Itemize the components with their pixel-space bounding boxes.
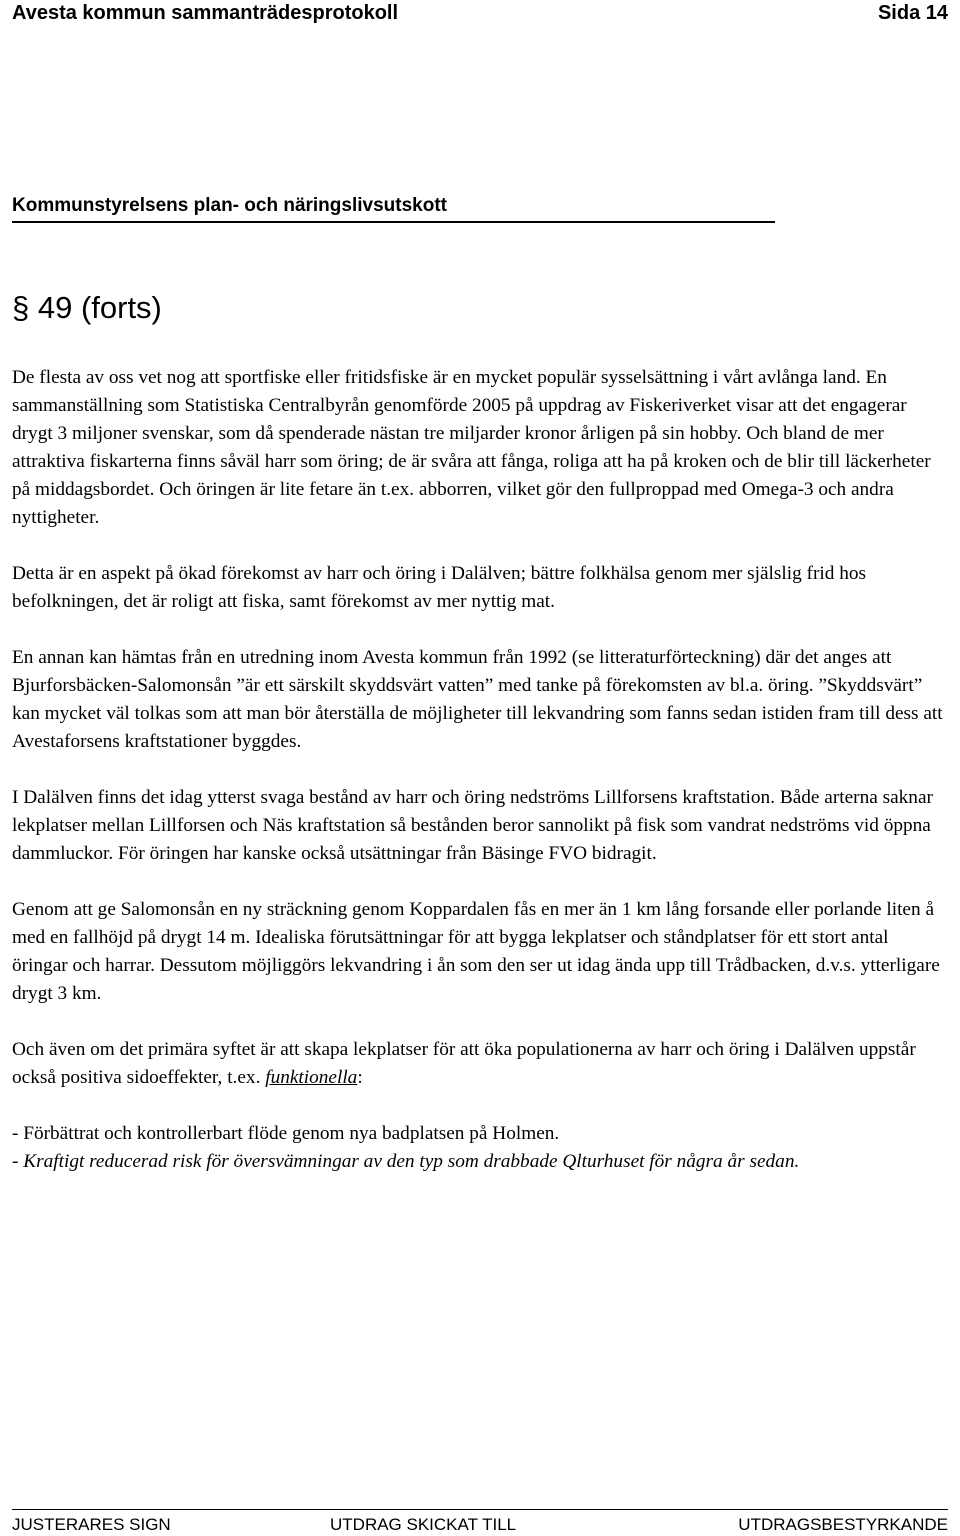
footer-rule	[12, 1509, 948, 1510]
paragraph-4: I Dalälven finns det idag ytterst svaga bestånd av harr och öring nedströms Lillforsens kraftstation. Både arterna saknar lekplatser mellan Lillforsen och Näs kraftstation så bestånden beror sannolikt på fisk som vandrat nedströms vid öppna dammluckor. För öringen har kanske också utsättningar från Bäsinge FVO bidragit.	[12, 787, 933, 864]
paragraph-6-italic: funktionella	[265, 1067, 358, 1088]
paragraph-6	[12, 1036, 948, 1092]
paragraph-2: Detta är en aspekt på ökad förekomst av harr och öring i Dalälven; bättre folkhälsa genom mer själslig frid hos befolkningen, det är roligt att fiska, samt förekomst av mer nyttig mat.	[12, 563, 866, 612]
paragraph-6-text: Och även om det primära syftet är att skapa lekplatser för att öka populationerna av harr och öring i Dalälven uppstår också positiva sidoeffekter, t.ex.	[12, 1039, 916, 1088]
paragraph-1: De flesta av oss vet nog att sportfiske eller fritidsfiske är en mycket populär sysselsättning i vårt avlånga land. En sammanställning som Statistiska Centralbyrån genomförde 2005 på uppdrag av Fiskeriverket visar att det engagerar drygt 3 miljoner svenskar, som då spenderade nästan tre miljarder kronor årligen på sin hobby. Och bland de mer attraktiva fiskarterna finns såväl harr som öring; de är svåra att fånga, roliga att ha på kroken och de blir till läckerheter på middagsbordet. Och öringen är lite fetare än t.ex. abborren, vilket gör den fullproppad med Omega-3 och andra nyttigheter.	[12, 367, 931, 528]
section-heading: § 49 (forts)	[12, 290, 162, 325]
committee-underline	[12, 221, 775, 223]
list-item-2-dash: -	[12, 1151, 24, 1172]
committee-name: Kommunstyrelsens plan- och näringslivsutskott	[12, 195, 447, 216]
footer-justerares-sign: JUSTERARES SIGN	[12, 1515, 171, 1534]
list-item-2	[12, 1148, 948, 1176]
paragraph-5: Genom att ge Salomonsån en ny sträckning genom Koppardalen fås en mer än 1 km lång forsande eller porlande liten å med en fallhöjd på drygt 14 m. Idealiska förutsättningar för att bygga lekplatser och ståndplatser för ett stort antal öringar och harrar. Dessutom möjliggörs lekvandring i ån som den ser ut idag ända upp till Trådbacken, d.v.s. ytterligare drygt 3 km.	[12, 899, 940, 1004]
document-title: Avesta kommun sammanträdesprotokoll	[12, 2, 399, 24]
footer-utdrag-skickat: UTDRAG SKICKAT TILL	[330, 1515, 517, 1534]
page-footer	[12, 1513, 948, 1536]
footer-utdragsbestyrkande: UTDRAGSBESTYRKANDE	[738, 1515, 948, 1534]
list-item-1: - Förbättrat och kontrollerbart flöde genom nya badplatsen på Holmen.	[12, 1123, 560, 1144]
paragraph-6-end: :	[357, 1067, 363, 1088]
paragraph-3: En annan kan hämtas från en utredning inom Avesta kommun från 1992 (se litteraturförteckning) där det anges att Bjurforsbäcken-Salomonsån ”är ett särskilt skyddsvärt vatten” med tanke på förekomsten av bl.a. öring. ”Skyddsvärt” kan mycket väl tolkas som att man bör återställa de möjligheter till lekvandring som fanns sedan istiden fram till dess att Avestaforsens kraftstationer byggdes.	[12, 647, 943, 752]
page-number: Sida 14	[877, 2, 948, 24]
page-header	[12, 0, 948, 26]
list-item-2-text: Kraftigt reducerad risk för översvämningar av den typ som drabbade Qlturhuset för några år sedan.	[23, 1151, 800, 1172]
protocol-body	[12, 364, 948, 1176]
